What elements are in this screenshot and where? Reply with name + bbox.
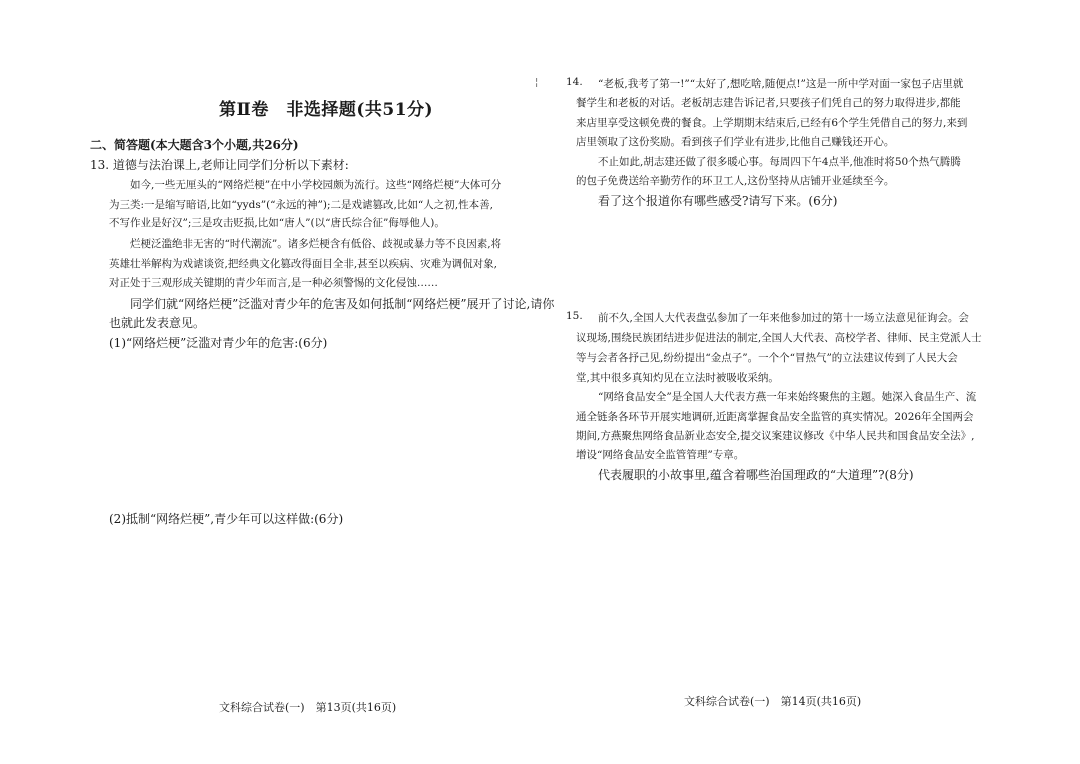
q14-line: 不止如此,胡志建还做了很多暖心事。每周四下午4点半,他准时将50个热气腾腾 <box>598 156 961 168</box>
left-footer: 文科综合试卷(一) 第13页(共16页) <box>219 701 397 714</box>
q15-number: 15. <box>566 310 583 322</box>
q13-material-line: 不写作业是好汉”;三是攻击贬损,比如“唐人”(以“唐氏综合征”侮辱他人)。 <box>109 217 445 229</box>
q14-line: “老板,我考了第一!”“太好了,想吃啥,随便点!”这是一所中学对面一家包子店里就 <box>598 78 964 90</box>
q13-discussion-line: 也就此发表意见。 <box>109 316 206 330</box>
q13-material-line: 为三类:一是缩写暗语,比如“yyds”(“永远的神”);二是戏谑篡改,比如“人之初,性本善, <box>109 199 493 211</box>
q13-discussion-line: 同学们就“网络烂梗”泛滥对青少年的危害及如何抵制“网络烂梗”展开了讨论,请你 <box>130 297 555 311</box>
q14-line: 来店里享受这顿免费的餐食。上学期期末结束后,已经有6个学生凭借自己的努力,来到 <box>576 117 968 129</box>
q13-stem: 13. 道德与法治课上,老师让同学们分析以下素材: <box>90 158 349 172</box>
q13-material-line: 英雄壮举解构为戏谑谈资,把经典文化篡改得面目全非,甚至以疾病、灾难为调侃对象, <box>109 258 498 270</box>
section-title: 第Ⅱ卷 非选择题(共51分) <box>219 100 434 120</box>
right-page <box>535 0 1080 764</box>
q15-line: 通全链条各环节开展实地调研,近距离掌握食品安全监管的真实情况。2026年全国两会 <box>576 411 974 423</box>
q14-number: 14. <box>566 76 583 88</box>
q13-sub2: (2)抵制“网络烂梗”,青少年可以这样做:(6分) <box>109 512 344 526</box>
right-footer: 文科综合试卷(一) 第14页(共16页) <box>684 695 862 708</box>
q13-material-line: 如今,一些无厘头的“网络烂梗”在中小学校园颇为流行。这些“网络烂梗”大体可分 <box>130 179 502 191</box>
q15-line: 等与会者各抒己见,纷纷提出“金点子”。一个个“冒热气”的立法建议传到了人民大会 <box>576 352 958 364</box>
q15-line: 增设“网络食品安全监管管理”专章。 <box>576 449 745 461</box>
q14-line: 的包子免费送给辛勤劳作的环卫工人,这份坚持从店铺开业延续至今。 <box>576 175 895 187</box>
part-heading: 二、简答题(本大题含3个小题,共26分) <box>90 138 299 152</box>
q15-line: 堂,其中很多真知灼见在立法时被吸收采纳。 <box>576 372 779 384</box>
q15-prompt: 代表履职的小故事里,蕴含着哪些治国理政的“大道理”?(8分) <box>598 468 914 482</box>
q13-material-line: 对正处于三观形成关键期的青少年而言,是一种必须警惕的文化侵蚀…… <box>109 277 438 289</box>
q15-line: 期间,方燕聚焦网络食品新业态安全,提交议案建议修改《中华人民共和国食品安全法》, <box>576 430 975 442</box>
q13-sub1: (1)“网络烂梗”泛滥对青少年的危害:(6分) <box>109 336 328 350</box>
q14-line: 店里领取了这份奖励。看到孩子们学业有进步,比他自己赚钱还开心。 <box>576 136 895 148</box>
q15-line: 议现场,围绕民族团结进步促进法的制定,全国人大代表、高校学者、律师、民主党派人士 <box>576 332 982 344</box>
q15-line: 前不久,全国人大代表盘弘参加了一年来他参加过的第十一场立法意见征询会。会 <box>598 312 969 324</box>
q14-line: 餐学生和老板的对话。老板胡志建告诉记者,只要孩子们凭自己的努力取得进步,都能 <box>576 97 961 109</box>
q13-material-line: 烂梗泛滥绝非无害的“时代潮流”。诸多烂梗含有低俗、歧视或暴力等不良因素,将 <box>130 238 502 250</box>
margin-mark: ¦ <box>535 77 539 88</box>
q14-prompt: 看了这个报道你有哪些感受?请写下来。(6分) <box>598 194 838 208</box>
q15-line: “网络食品安全”是全国人大代表方燕一年来始终聚焦的主题。她深入食品生产、流 <box>598 391 977 403</box>
